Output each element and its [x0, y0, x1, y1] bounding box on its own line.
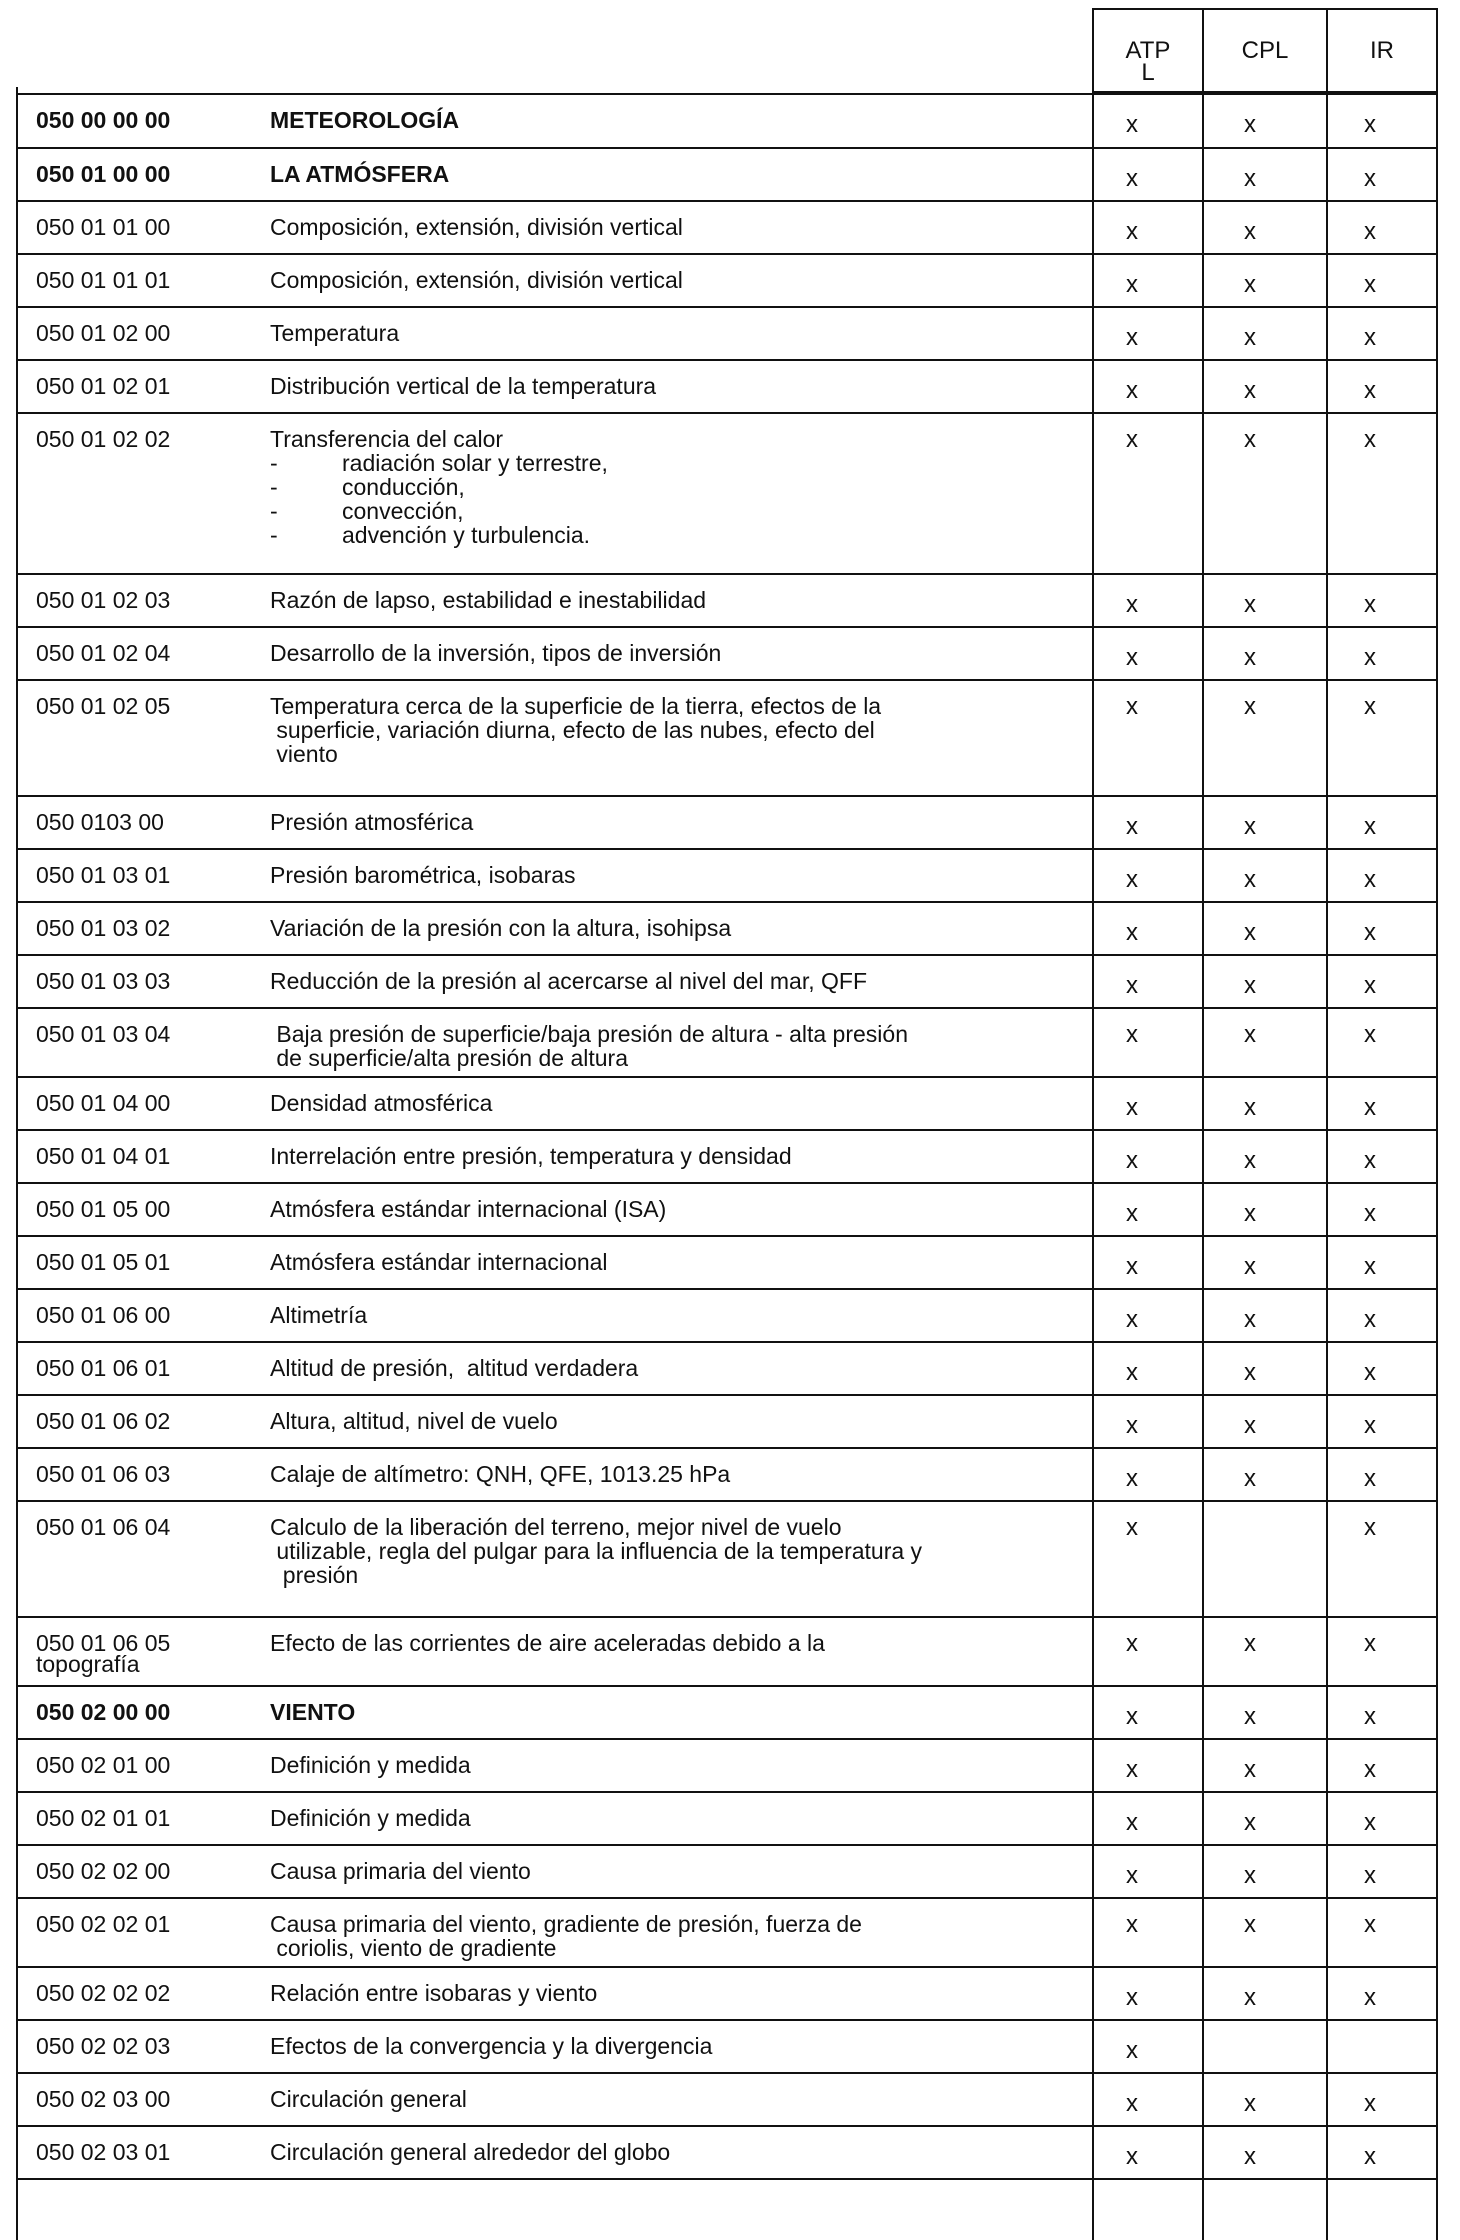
mark-cpl: x	[1244, 1465, 1256, 1492]
row-top-rule	[16, 1897, 1436, 1899]
row-top-rule	[16, 2072, 1436, 2074]
row-top-rule	[16, 1500, 1436, 1502]
mark-cpl: x	[1244, 1412, 1256, 1439]
mark-ir: x	[1364, 1514, 1376, 1541]
mark-ir: x	[1364, 2143, 1376, 2170]
description-line: Desarrollo de la inversión, tipos de inversión	[270, 640, 722, 666]
table-row	[0, 1235, 1460, 1288]
row-code: 050 02 03 01	[36, 2139, 171, 2165]
mark-ir: x	[1364, 1862, 1376, 1889]
mark-atpl: x	[1126, 1630, 1138, 1657]
row-description	[270, 2139, 1070, 2166]
sub-item-text: convección,	[342, 498, 464, 524]
row-code: 050 02 00 00	[36, 1699, 171, 1725]
table-row	[0, 1500, 1460, 1616]
row-description	[270, 640, 1070, 667]
row-top-rule	[16, 412, 1436, 414]
description-sub-item	[270, 522, 1070, 549]
column-header-atpl-line1: ATP	[1125, 37, 1171, 64]
column-header-atpl-line2: L	[1141, 59, 1155, 86]
mark-atpl: x	[1126, 1703, 1138, 1730]
table-row	[0, 954, 1460, 1007]
description-line: Presión barométrica, isobaras	[270, 862, 576, 888]
mark-cpl: x	[1244, 693, 1256, 720]
mark-cpl: x	[1244, 1703, 1256, 1730]
row-description	[270, 1805, 1070, 1832]
mark-cpl: x	[1244, 1911, 1256, 1938]
mark-ir: x	[1364, 1200, 1376, 1227]
row-top-rule	[16, 200, 1436, 202]
table-row	[0, 253, 1460, 306]
mark-ir: x	[1364, 2090, 1376, 2117]
mark-ir: x	[1364, 324, 1376, 351]
table-row	[0, 1394, 1460, 1447]
table-row	[0, 795, 1460, 848]
row-code: 050 01 03 02	[36, 915, 171, 941]
description-line: de superficie/alta presión de altura	[270, 1045, 628, 1071]
row-code: 050 01 02 00	[36, 320, 171, 346]
description-line: Reducción de la presión al acercarse al nivel del mar, QFF	[270, 968, 868, 994]
row-top-rule	[16, 1288, 1436, 1290]
mark-cpl: x	[1244, 1359, 1256, 1386]
mark-cpl: x	[1244, 426, 1256, 453]
mark-cpl: x	[1244, 2090, 1256, 2117]
row-code: 050 02 02 01	[36, 1911, 171, 1937]
mark-cpl: x	[1244, 1021, 1256, 1048]
row-code-continuation: topografía	[36, 1651, 140, 1677]
table-row	[0, 412, 1460, 573]
mark-atpl: x	[1126, 1514, 1138, 1541]
mark-cpl: x	[1244, 866, 1256, 893]
description-line: Causa primaria del viento	[270, 1858, 531, 1884]
row-code: 050 02 03 00	[36, 2086, 171, 2112]
mark-cpl: x	[1244, 813, 1256, 840]
row-top-rule	[16, 306, 1436, 308]
row-code: 050 01 04 01	[36, 1143, 171, 1169]
mark-cpl: x	[1244, 644, 1256, 671]
mark-ir: x	[1364, 1412, 1376, 1439]
table-row	[0, 2019, 1460, 2072]
mark-ir: x	[1364, 165, 1376, 192]
mark-cpl: x	[1244, 1809, 1256, 1836]
mark-cpl: x	[1244, 271, 1256, 298]
table-row	[0, 1288, 1460, 1341]
table-row	[0, 1341, 1460, 1394]
row-top-rule	[16, 1791, 1436, 1793]
row-code: 050 01 02 04	[36, 640, 171, 666]
mark-cpl: x	[1244, 1306, 1256, 1333]
table-row	[0, 1897, 1460, 1966]
mark-atpl: x	[1126, 2090, 1138, 2117]
row-description	[270, 1021, 1070, 1072]
table-row	[0, 147, 1460, 200]
mark-atpl: x	[1126, 693, 1138, 720]
table-row	[0, 2125, 1460, 2178]
table-row	[0, 306, 1460, 359]
row-top-rule	[16, 1738, 1436, 1740]
description-line: coriolis, viento de gradiente	[270, 1935, 557, 1961]
row-description	[270, 426, 1070, 549]
mark-atpl: x	[1126, 426, 1138, 453]
column-header-ir-line1: IR	[1370, 37, 1394, 64]
table-row	[0, 1791, 1460, 1844]
description-line: Altura, altitud, nivel de vuelo	[270, 1408, 558, 1434]
row-code: 050 01 02 01	[36, 373, 171, 399]
mark-ir: x	[1364, 591, 1376, 618]
row-description	[270, 1196, 1070, 1223]
sub-item-text: advención y turbulencia.	[342, 522, 591, 548]
row-code: 050 01 00 00	[36, 161, 171, 187]
row-top-rule	[16, 93, 1436, 95]
row-code: 050 01 01 01	[36, 267, 171, 293]
table-row	[0, 1685, 1460, 1738]
description-line: METEOROLOGÍA	[270, 107, 460, 133]
mark-atpl: x	[1126, 1984, 1138, 2011]
row-description	[270, 809, 1070, 836]
description-line: Interrelación entre presión, temperatura y densidad	[270, 1143, 792, 1169]
description-line: Temperatura	[270, 320, 400, 346]
mark-atpl: x	[1126, 591, 1138, 618]
description-line: VIENTO	[270, 1699, 356, 1725]
mark-cpl: x	[1244, 2143, 1256, 2170]
row-description	[270, 1752, 1070, 1779]
description-line: Composición, extensión, división vertical	[270, 267, 683, 293]
row-description	[270, 693, 1070, 768]
row-top-rule	[16, 795, 1436, 797]
row-description	[270, 1090, 1070, 1117]
row-code: 050 01 04 00	[36, 1090, 171, 1116]
description-line: LA ATMÓSFERA	[270, 161, 450, 187]
row-top-rule	[16, 1685, 1436, 1687]
row-description	[270, 1461, 1070, 1488]
mark-atpl: x	[1126, 165, 1138, 192]
row-top-rule	[16, 1341, 1436, 1343]
mark-atpl: x	[1126, 1306, 1138, 1333]
description-line: Atmósfera estándar internacional	[270, 1249, 608, 1275]
mark-cpl: x	[1244, 919, 1256, 946]
mark-ir: x	[1364, 1756, 1376, 1783]
mark-atpl: x	[1126, 644, 1138, 671]
mark-ir: x	[1364, 111, 1376, 138]
row-top-rule	[16, 359, 1436, 361]
description-line: Altitud de presión, altitud verdadera	[270, 1355, 639, 1381]
row-description	[270, 1355, 1070, 1382]
row-description	[270, 1514, 1070, 1589]
mark-cpl: x	[1244, 324, 1256, 351]
row-description	[270, 915, 1070, 942]
description-line: Presión atmosférica	[270, 809, 474, 835]
mark-ir: x	[1364, 1630, 1376, 1657]
row-description	[270, 968, 1070, 995]
row-top-rule	[16, 1616, 1436, 1618]
mark-cpl: x	[1244, 1094, 1256, 1121]
mark-cpl: x	[1244, 591, 1256, 618]
row-top-rule	[16, 1076, 1436, 1078]
mark-ir: x	[1364, 1147, 1376, 1174]
row-top-rule	[16, 1007, 1436, 1009]
row-code: 050 01 06 04	[36, 1514, 171, 1540]
row-code: 050 00 00 00	[36, 107, 171, 133]
mark-atpl: x	[1126, 866, 1138, 893]
table-bottom-rule	[16, 2178, 1436, 2180]
mark-cpl: x	[1244, 972, 1256, 999]
mark-atpl: x	[1126, 1200, 1138, 1227]
row-top-rule	[16, 2019, 1436, 2021]
description-line: Atmósfera estándar internacional (ISA)	[270, 1196, 667, 1222]
mark-atpl: x	[1126, 1862, 1138, 1889]
description-sub-item	[270, 474, 1070, 501]
table-row	[0, 359, 1460, 412]
mark-cpl: x	[1244, 1253, 1256, 1280]
table-row	[0, 1616, 1460, 1685]
mark-cpl: x	[1244, 1756, 1256, 1783]
row-code: 050 02 01 01	[36, 1805, 171, 1831]
table-row	[0, 1844, 1460, 1897]
mark-atpl: x	[1126, 813, 1138, 840]
mark-atpl: x	[1126, 324, 1138, 351]
description-line: viento	[270, 741, 338, 767]
row-top-rule	[16, 1129, 1436, 1131]
description-line: Calaje de altímetro: QNH, QFE, 1013.25 hPa	[270, 1461, 731, 1487]
description-line: Temperatura cerca de la superficie de la tierra, efectos de la	[270, 693, 882, 719]
row-code: 050 01 06 02	[36, 1408, 171, 1434]
description-line: Relación entre isobaras y viento	[270, 1980, 598, 2006]
mark-cpl: x	[1244, 218, 1256, 245]
column-header-atpl	[1092, 8, 1204, 93]
mark-atpl: x	[1126, 1412, 1138, 1439]
mark-ir: x	[1364, 1306, 1376, 1333]
row-code: 050 01 05 01	[36, 1249, 171, 1275]
row-code: 050 01 03 01	[36, 862, 171, 888]
mark-ir: x	[1364, 919, 1376, 946]
row-top-rule	[16, 679, 1436, 681]
description-line: Circulación general	[270, 2086, 467, 2112]
mark-atpl: x	[1126, 919, 1138, 946]
description-line: Baja presión de superficie/baja presión de altura - alta presión	[270, 1021, 908, 1047]
mark-ir: x	[1364, 426, 1376, 453]
mark-ir: x	[1364, 1465, 1376, 1492]
row-code: 050 01 01 00	[36, 214, 171, 240]
dash-bullet: -	[270, 450, 278, 476]
description-sub-item	[270, 450, 1070, 477]
mark-ir: x	[1364, 1809, 1376, 1836]
table-row	[0, 1007, 1460, 1076]
table-row	[0, 1738, 1460, 1791]
row-top-rule	[16, 848, 1436, 850]
description-sub-item	[270, 498, 1070, 525]
description-line: Altimetría	[270, 1302, 368, 1328]
sub-item-text: radiación solar y terrestre,	[342, 450, 608, 476]
mark-atpl: x	[1126, 111, 1138, 138]
mark-cpl: x	[1244, 111, 1256, 138]
mark-ir: x	[1364, 1253, 1376, 1280]
row-code: 050 01 06 01	[36, 1355, 171, 1381]
mark-atpl: x	[1126, 271, 1138, 298]
table-row	[0, 573, 1460, 626]
row-code: 050 02 01 00	[36, 1752, 171, 1778]
mark-ir: x	[1364, 644, 1376, 671]
mark-atpl: x	[1126, 1756, 1138, 1783]
mark-atpl: x	[1126, 1147, 1138, 1174]
mark-ir: x	[1364, 972, 1376, 999]
mark-ir: x	[1364, 271, 1376, 298]
row-code: 050 01 06 00	[36, 1302, 171, 1328]
column-header-cpl	[1202, 8, 1328, 93]
row-top-rule	[16, 1844, 1436, 1846]
mark-atpl: x	[1126, 377, 1138, 404]
row-description	[270, 373, 1070, 400]
row-top-rule	[16, 626, 1436, 628]
row-top-rule	[16, 901, 1436, 903]
row-top-rule	[16, 1235, 1436, 1237]
row-description	[270, 862, 1070, 889]
mark-atpl: x	[1126, 972, 1138, 999]
description-line: Composición, extensión, división vertical	[270, 214, 683, 240]
mark-ir: x	[1364, 377, 1376, 404]
mark-cpl: x	[1244, 377, 1256, 404]
row-description	[270, 1249, 1070, 1276]
row-top-rule	[16, 1447, 1436, 1449]
row-top-rule	[16, 573, 1436, 575]
row-top-rule	[16, 1394, 1436, 1396]
dash-bullet: -	[270, 498, 278, 524]
mark-atpl: x	[1126, 218, 1138, 245]
row-description	[270, 1630, 1070, 1657]
row-code: 050 01 05 00	[36, 1196, 171, 1222]
mark-cpl: x	[1244, 165, 1256, 192]
row-description	[270, 267, 1070, 294]
description-line: utilizable, regla del pulgar para la influencia de la temperatura y	[270, 1538, 923, 1564]
mark-cpl: x	[1244, 1984, 1256, 2011]
row-code: 050 01 06 05	[36, 1630, 171, 1656]
mark-atpl: x	[1126, 1359, 1138, 1386]
description-line: Distribución vertical de la temperatura	[270, 373, 657, 399]
mark-ir: x	[1364, 1094, 1376, 1121]
table-row	[0, 1966, 1460, 2019]
mark-atpl: x	[1126, 2037, 1138, 2064]
mark-atpl: x	[1126, 1094, 1138, 1121]
row-code: 050 02 02 03	[36, 2033, 171, 2059]
mark-ir: x	[1364, 866, 1376, 893]
table-row	[0, 626, 1460, 679]
description-line: Razón de lapso, estabilidad e inestabilidad	[270, 587, 707, 613]
mark-atpl: x	[1126, 2143, 1138, 2170]
row-top-rule	[16, 147, 1436, 149]
row-description	[270, 1858, 1070, 1885]
mark-atpl: x	[1126, 1253, 1138, 1280]
row-top-rule	[16, 1966, 1436, 1968]
row-description	[270, 1302, 1070, 1329]
row-description	[270, 2086, 1070, 2113]
column-header-cpl-line1: CPL	[1241, 37, 1289, 64]
row-code: 050 0103 00	[36, 809, 164, 835]
row-code: 050 02 02 00	[36, 1858, 171, 1884]
row-code: 050 01 03 04	[36, 1021, 171, 1047]
description-line: Definición y medida	[270, 1805, 471, 1831]
table-row	[0, 93, 1460, 147]
mark-ir: x	[1364, 1021, 1376, 1048]
row-top-rule	[16, 2125, 1436, 2127]
mark-atpl: x	[1126, 1465, 1138, 1492]
row-code: 050 01 06 03	[36, 1461, 171, 1487]
mark-ir: x	[1364, 693, 1376, 720]
row-code: 050 01 03 03	[36, 968, 171, 994]
mark-ir: x	[1364, 813, 1376, 840]
description-line: Calculo de la liberación del terreno, mejor nivel de vuelo	[270, 1514, 842, 1540]
mark-atpl: x	[1126, 1809, 1138, 1836]
mark-ir: x	[1364, 1359, 1376, 1386]
table-row	[0, 1076, 1460, 1129]
table-row	[0, 1129, 1460, 1182]
description-line: Efecto de las corrientes de aire aceleradas debido a la	[270, 1630, 825, 1656]
row-description	[270, 1408, 1070, 1435]
row-description	[270, 587, 1070, 614]
table-row	[0, 901, 1460, 954]
mark-ir: x	[1364, 1911, 1376, 1938]
description-line: Causa primaria del viento, gradiente de presión, fuerza de	[270, 1911, 862, 1937]
mark-cpl: x	[1244, 1200, 1256, 1227]
mark-ir: x	[1364, 1984, 1376, 2011]
row-description	[270, 320, 1070, 347]
row-top-rule	[16, 1182, 1436, 1184]
row-description	[270, 214, 1070, 241]
table-row	[0, 200, 1460, 253]
row-top-rule	[16, 954, 1436, 956]
mark-cpl: x	[1244, 1630, 1256, 1657]
mark-ir: x	[1364, 1703, 1376, 1730]
dash-bullet: -	[270, 474, 278, 500]
row-code: 050 01 02 03	[36, 587, 171, 613]
table-row	[0, 679, 1460, 795]
description-line: Efectos de la convergencia y la divergencia	[270, 2033, 713, 2059]
row-description	[270, 1911, 1070, 1962]
row-code: 050 01 02 02	[36, 426, 171, 452]
mark-cpl: x	[1244, 1862, 1256, 1889]
row-description	[270, 1699, 1070, 1726]
table-row	[0, 1447, 1460, 1500]
description-line: Transferencia del calor	[270, 426, 504, 452]
description-line: Variación de la presión con la altura, isohipsa	[270, 915, 732, 941]
description-line: Densidad atmosférica	[270, 1090, 493, 1116]
mark-cpl: x	[1244, 1147, 1256, 1174]
row-code: 050 01 02 05	[36, 693, 171, 719]
description-line: Definición y medida	[270, 1752, 471, 1778]
column-header-ir	[1326, 8, 1438, 93]
row-description	[270, 1143, 1070, 1170]
row-top-rule	[16, 253, 1436, 255]
row-description	[270, 107, 1070, 134]
description-line: superficie, variación diurna, efecto de las nubes, efecto del	[270, 717, 875, 743]
description-line: Circulación general alrededor del globo	[270, 2139, 671, 2165]
table-row	[0, 848, 1460, 901]
row-code: 050 02 02 02	[36, 1980, 171, 2006]
table-row	[0, 2072, 1460, 2125]
mark-atpl: x	[1126, 1021, 1138, 1048]
dash-bullet: -	[270, 522, 278, 548]
sub-item-text: conducción,	[342, 474, 465, 500]
row-description	[270, 2033, 1070, 2060]
row-description	[270, 1980, 1070, 2007]
row-description	[270, 161, 1070, 188]
mark-ir: x	[1364, 218, 1376, 245]
table-row	[0, 1182, 1460, 1235]
mark-atpl: x	[1126, 1911, 1138, 1938]
description-line: presión	[270, 1562, 359, 1588]
